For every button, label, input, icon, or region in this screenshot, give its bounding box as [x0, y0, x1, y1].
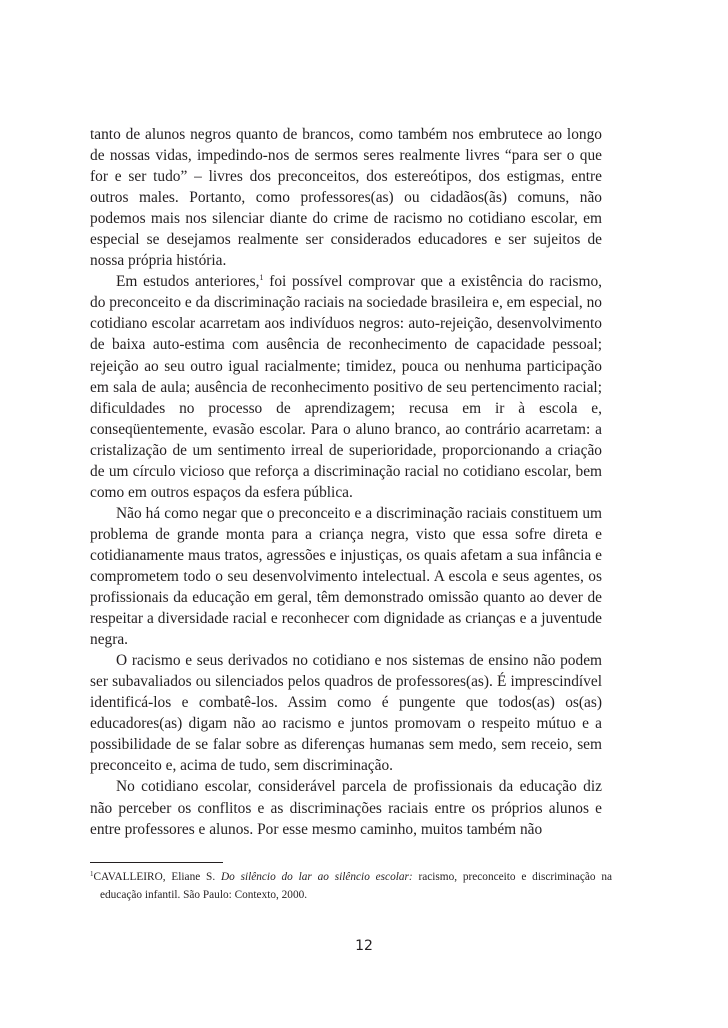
- paragraph-4: O racismo e seus derivados no cotidiano e nos sistemas de ensino não podem ser subavaliados ou silenciados pelos quadros de professores(as). É imprescindível identificá-los e combatê-los. Assim como é pungente que todos(as) os(as) educadores(as) digam não ao racismo e juntos promovam o respeito mútuo e a possibilidade de se falar sobre as diferenças humanas sem medo, sem receio, sem preconceito e, acima de tudo, sem discriminação.: [90, 652, 602, 775]
- footnote-title: Do silêncio do lar ao silêncio escolar:: [220, 871, 413, 883]
- footnote-reference: 1: [259, 273, 264, 283]
- paragraph-2-rest: foi possível comprovar que a existência do racismo, do preconceito e da discriminação raciais na sociedade brasileira e, em especial, no cotidiano escolar acarretam aos indivíduos negros: auto-rejeição, desenvolvimento de baixa auto-estima com ausência de reconhecimento de capacidade pessoal; rejeição ao seu outro igual racialmente; timidez, pouca ou nenhuma participação em sala de aula; ausência de reconhecimento positivo de seu pertencimento racial; dificuldades no processo de aprendizagem; recusa em ir à escola e, conseqüentemente, evasão escolar. Para o aluno branco, ao contrário acarretam: a cristalização de um sentimento irreal de superioridade, proporcionando a criação de um círculo vicioso que reforça a discriminação racial no cotidiano escolar, bem como em outros espaços da esfera pública.: [90, 273, 602, 501]
- footnote: [90, 869, 612, 904]
- footnote-author: CAVALLEIRO, Eliane S.: [93, 871, 216, 883]
- body-text: [90, 124, 602, 840]
- page-number: 12: [355, 938, 373, 954]
- paragraph-3: Não há como negar que o preconceito e a discriminação raciais constituem um problema de grande monta para a criança negra, visto que essa sofre direta e cotidianamente maus tratos, agressões e injustiças, os quais afetam a sua infância e comprometem todo o seu desenvolvimento intelectual. A escola e seus agentes, os profissionais da educação em geral, têm demonstrado omissão quanto ao dever de respeitar a diversidade racial e reconhecer com dignidade as crianças e a juventude negra.: [90, 504, 602, 649]
- footnote-details: racismo, preconceito e discriminação na educação infantil. São Paulo: Contexto, 2000.: [100, 871, 613, 901]
- paragraph-2-start: Em estudos anteriores,: [116, 273, 260, 291]
- paragraph-2: [90, 271, 602, 503]
- paragraph-5: No cotidiano escolar, considerável parcela de profissionais da educação diz não perceber os conflitos e as discriminações raciais entre os próprios alunos e entre professores e alunos. Por esse mesmo caminho, muitos também não: [90, 778, 602, 838]
- footnote-divider: [90, 862, 223, 863]
- footnote-number: 1: [90, 870, 94, 878]
- paragraph-1: tanto de alunos negros quanto de brancos, como também nos embrutece ao longo de nossas vidas, impedindo-nos de sermos seres realmente livres “para ser o que for e ser tudo” – livres dos preconceitos, dos estereótipos, dos estigmas, entre outros males. Portanto, como professores(as) ou cidadãos(ãs) comuns, não podemos mais nos silenciar diante do crime de racismo no cotidiano escolar, em especial se desejamos realmente ser considerados educadores e ser sujeitos de nossa própria história.: [90, 126, 602, 270]
